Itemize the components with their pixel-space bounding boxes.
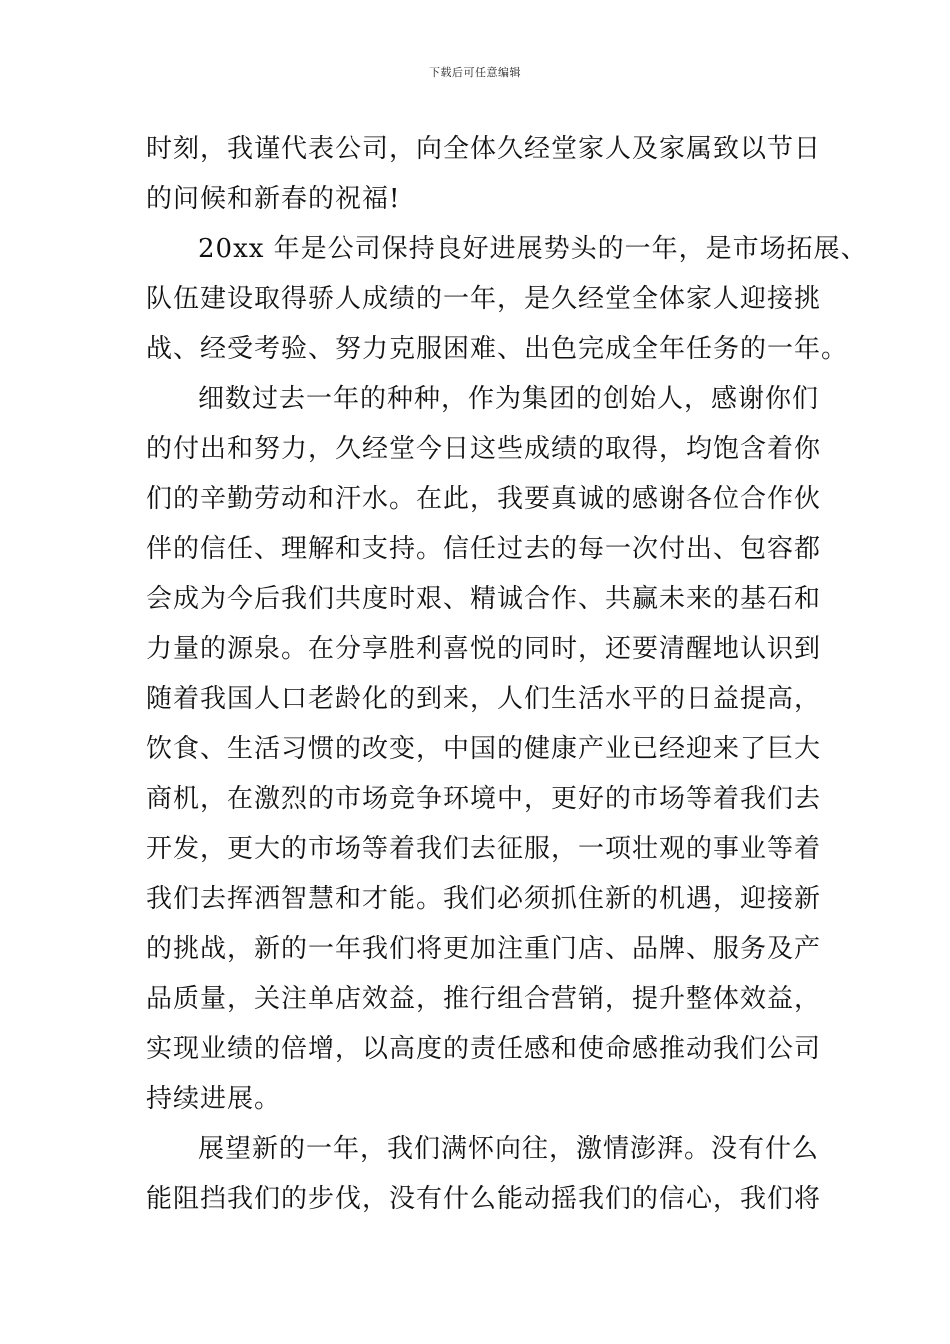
text-line: 的付出和努力，久经堂今日这些成绩的取得，均饱含着你	[146, 434, 822, 464]
text-line: 饮食、生活习惯的改变，中国的健康产业已经迎来了巨大	[146, 734, 822, 764]
text-line: 商机，在激烈的市场竞争环境中，更好的市场等着我们去	[146, 784, 822, 814]
text-line: 力量的源泉。在分享胜利喜悦的同时，还要清醒地认识到	[146, 634, 822, 664]
text-line: 细数过去一年的种种，作为集团的创始人，感谢你们	[198, 384, 820, 414]
text-line: 品质量，关注单店效益，推行组合营销，提升整体效益，	[146, 984, 822, 1014]
text-line: 的挑战，新的一年我们将更加注重门店、品牌、服务及产	[146, 934, 822, 964]
text-line: 展望新的一年，我们满怀向往，激情澎湃。没有什么	[198, 1134, 820, 1164]
text-line: 战、经受考验、努力克服困难、出色完成全年任务的一年。	[146, 334, 849, 364]
text-line: 实现业绩的倍增，以高度的责任感和使命感推动我们公司	[146, 1034, 822, 1064]
text-line: 能阻挡我们的步伐，没有什么能动摇我们的信心，我们将	[146, 1184, 822, 1214]
text-line: 伴的信任、理解和支持。信任过去的每一次付出、包容都	[146, 534, 822, 564]
document-body	[146, 124, 868, 1224]
text-line: 时刻，我谨代表公司，向全体久经堂家人及家属致以节日	[146, 134, 822, 164]
text-line: 20xx 年是公司保持良好进展势头的一年，是市场拓展、	[198, 234, 868, 264]
paragraph	[146, 1124, 826, 1224]
text-line: 的问候和新春的祝福!	[146, 184, 401, 214]
text-line: 会成为今后我们共度时艰、精诚合作、共赢未来的基石和	[146, 584, 822, 614]
text-line: 开发，更大的市场等着我们去征服，一项壮观的事业等着	[146, 834, 822, 864]
text-line: 我们去挥洒智慧和才能。我们必须抓住新的机遇，迎接新	[146, 884, 822, 914]
paragraph	[146, 224, 868, 374]
text-line: 们的辛勤劳动和汗水。在此，我要真诚的感谢各位合作伙	[146, 484, 822, 514]
paragraph	[146, 374, 826, 1124]
paragraph	[146, 124, 826, 224]
text-line: 持续进展。	[146, 1084, 282, 1114]
page-header: 下载后可任意编辑	[429, 66, 521, 79]
text-line: 随着我国人口老龄化的到来，人们生活水平的日益提高，	[146, 684, 822, 714]
text-line: 队伍建设取得骄人成绩的一年，是久经堂全体家人迎接挑	[146, 284, 822, 314]
